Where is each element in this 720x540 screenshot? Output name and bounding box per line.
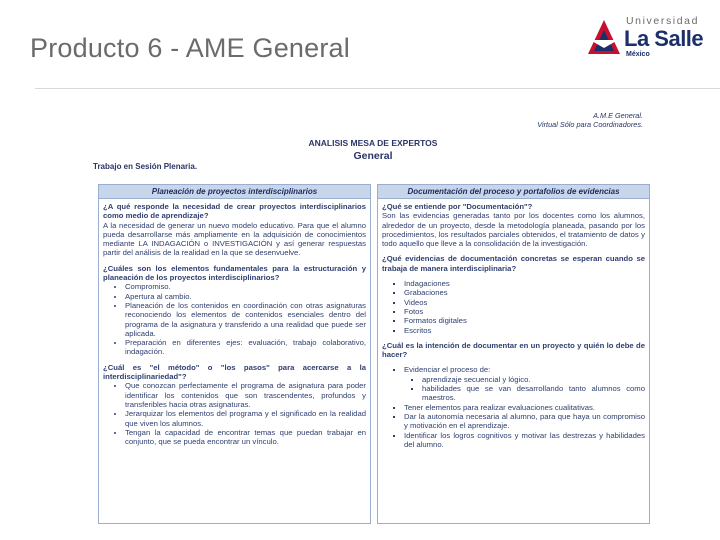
answer-list [103,282,366,356]
list-item: ▪ Escritos [404,326,645,335]
answer: A la necesidad de generar un nuevo modelo educativo. Para que el alumno pueda desarrollarse más ampliamente en la adquisición de conocimientos mediante LA INDAGACIÓN o INVESTIGACIÓN y así generar respuestas partir del análisis de la realidad en la que se desenvuelve. [103,220,366,258]
list-item: ▪ Evidenciar el proceso de: ▪ aprendizaje secuencial y lógico. ▪ habilidades que se van desarrollando tanto alumnos como maestros. [404,365,645,402]
list-item: ▪ Tener elementos para realizar evaluaciones cualitativas. [404,403,645,412]
university-logo [586,14,706,62]
question: ¿Cuál es "el método" o "los pasos" para acercarse a la interdisciplinariedad"? [103,362,366,382]
list-item: ▪ Fotos [404,307,645,316]
slide-title: Producto 6 - AME General [30,33,350,63]
documentation-column [377,184,650,524]
document-note: A.M.E General. Virtual Sólo para Coordinadores. [537,111,643,129]
list-item: ▪ Grabaciones [404,288,645,297]
list-item: • Tengan la capacidad de encontrar temas que puedan trabajar en conjunto, que se pueda encontrar un vínculo. [125,428,366,447]
evidence-list [382,279,645,335]
sub-list [404,375,645,403]
session-label: Trabajo en Sesión Plenaria. [93,162,198,171]
list-item: ▪ Formatos digitales [404,316,645,325]
list-item: ▪ habilidades que se van desarrollando tanto alumnos como maestros. [422,384,645,403]
list-item: • Jerarquizar los elementos del programa y el significado en la realidad que viven los alumnos. [125,409,366,428]
question: ¿A qué responde la necesidad de crear proyectos interdisciplinarios como medio de aprendizaje? [103,202,366,221]
list-item: ▪ Dar la autonomía necesaria al alumno, para que haya un compromiso y motivación en el aprendizaje. [404,412,645,431]
list-item: • Planeación de los contenidos en coordinación con otras asignaturas reconociendo los elementos de contenidos esenciales dentro del programa de la asignatura y transferido a una realidad que puede ser aplicada. [125,301,366,338]
logo-text-main: La Salle [624,26,704,51]
document-header: ANALISIS MESA DE EXPERTOS [308,138,438,148]
answer: Son las evidencias generadas tanto por los docentes como los alumnos, alrededor de un proyecto, desde la metodología planeada, pasando por los procedimientos, los resultados parciales obtenidos, el tratamiento de datos y todo aquello que lleve a la consolidación de la investigación. [382,211,645,249]
list-item: ▪ Identificar los logros cognitivos y motivar las destrezas y habilidades del alumno. [404,431,645,450]
answer-list [103,381,366,446]
list-item: ▪ aprendizaje secuencial y lógico. [422,375,645,384]
question: ¿Cuál es la intención de documentar en un proyecto y quién lo debe de hacer? [382,340,645,360]
question: ¿Qué se entiende por "Documentación"? [382,202,533,211]
document-subtitle: General [353,150,393,162]
list-item: ▪ Indagaciones [404,279,645,288]
planning-column [98,184,371,524]
document-image [93,108,653,528]
header-divider [35,88,720,89]
question: ¿Cuáles son los elementos fundamentales para la estructuración y planeación de los proyectos interdisciplinarios? [103,263,366,283]
list-item: • Preparación en diferentes ejes: evaluación, trabajo colaborativo, indagación. [125,338,366,357]
lasalle-star-icon [586,18,622,58]
intention-list [382,365,645,449]
planning-column-heading: Planeación de proyectos interdisciplinarios [99,185,370,199]
documentation-column-heading: Documentación del proceso y portafolios de evidencias [378,185,649,199]
list-item: ▪ Videos [404,298,645,307]
logo-text-sub: México [626,51,650,58]
list-item: • Apertura al cambio. [125,292,366,301]
question: ¿Qué evidencias de documentación concretas se esperan cuando se trabaja de manera interdisciplinaria? [382,254,645,273]
list-item: • Que conozcan perfectamente el programa de asignatura para poder identificar los contenidos que son trascendentes, profundos y transferibles hacia otras asignaturas. [125,381,366,409]
logo-text-top: Universidad [626,15,700,27]
list-item: • Compromiso. [125,282,366,291]
